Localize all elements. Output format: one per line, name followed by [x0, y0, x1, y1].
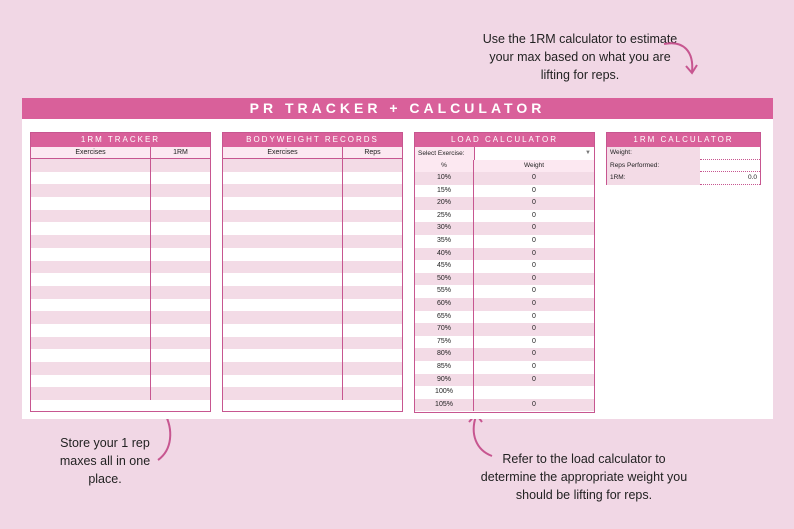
table-row	[223, 311, 402, 324]
cell-value[interactable]	[343, 362, 402, 375]
table-row	[415, 336, 594, 349]
table-row	[223, 349, 402, 362]
cell-exercise[interactable]	[223, 362, 343, 375]
table-row	[31, 286, 210, 299]
cell-exercise[interactable]	[223, 273, 343, 286]
cell-exercise[interactable]	[31, 299, 151, 312]
table-row	[415, 285, 594, 298]
table-row	[223, 324, 402, 337]
cell-exercise[interactable]	[31, 349, 151, 362]
table-header	[223, 147, 402, 159]
cell-value[interactable]	[343, 387, 402, 400]
weight-label: Weight:	[607, 147, 700, 160]
cell-exercise[interactable]	[223, 311, 343, 324]
table-row	[31, 248, 210, 261]
cell-exercise[interactable]	[31, 184, 151, 197]
table-row	[415, 172, 594, 185]
panel-title: LOAD CALCULATOR	[415, 133, 594, 147]
table-row	[223, 222, 402, 235]
cell-exercise[interactable]	[223, 235, 343, 248]
cell-percent: 85%	[415, 361, 474, 374]
cell-value[interactable]	[151, 362, 210, 375]
table-row	[31, 273, 210, 286]
cell-weight	[474, 386, 594, 399]
cell-value[interactable]	[343, 248, 402, 261]
cell-exercise[interactable]	[223, 349, 343, 362]
table-row	[31, 337, 210, 350]
panel-bodyweight-records	[222, 132, 403, 412]
cell-exercise[interactable]	[31, 324, 151, 337]
select-exercise-dropdown[interactable]	[474, 147, 594, 160]
cell-percent: 40%	[415, 248, 474, 261]
table-row	[415, 235, 594, 248]
cell-weight: 0	[532, 325, 536, 333]
cell-exercise[interactable]	[31, 159, 151, 172]
cell-value[interactable]	[343, 235, 402, 248]
cell-exercise[interactable]	[223, 184, 343, 197]
cell-percent: 105%	[415, 399, 474, 412]
table-row	[415, 311, 594, 324]
cell-exercise[interactable]	[223, 261, 343, 274]
cell-weight: 0	[532, 174, 536, 181]
cell-weight: 0	[532, 312, 536, 320]
cell-exercise[interactable]	[223, 159, 343, 172]
cell-percent: 30%	[415, 222, 474, 235]
table-row	[415, 399, 594, 412]
table-row	[415, 361, 594, 374]
table-row	[415, 222, 594, 235]
table-row	[223, 273, 402, 286]
cell-percent: 65%	[415, 311, 474, 324]
calc-row-weight	[607, 147, 760, 160]
cell-exercise[interactable]	[31, 362, 151, 375]
table-row	[223, 172, 402, 185]
table-row	[31, 311, 210, 324]
table-row	[223, 184, 402, 197]
panel-title: 1RM TRACKER	[31, 133, 210, 147]
reps-input[interactable]	[700, 160, 760, 173]
cell-value[interactable]	[151, 273, 210, 286]
cell-value[interactable]	[343, 324, 402, 337]
cell-weight: 0	[532, 236, 536, 244]
cell-exercise[interactable]	[31, 311, 151, 324]
cell-value[interactable]	[151, 248, 210, 261]
panel-load-calculator	[414, 132, 595, 413]
table-row	[223, 197, 402, 210]
cell-value[interactable]	[151, 375, 210, 388]
cell-value[interactable]	[343, 172, 402, 185]
cell-weight: 0	[532, 400, 536, 408]
table-row	[31, 197, 210, 210]
cell-value[interactable]	[151, 349, 210, 362]
table-row	[223, 362, 402, 375]
cell-value[interactable]	[151, 235, 210, 248]
table-row	[223, 210, 402, 223]
cell-exercise[interactable]	[223, 222, 343, 235]
cell-exercise[interactable]	[31, 286, 151, 299]
cell-value[interactable]	[151, 261, 210, 274]
select-exercise-row	[415, 147, 594, 160]
cell-weight: 0	[532, 350, 536, 358]
table-row	[223, 299, 402, 312]
header-reps: Reps	[364, 149, 381, 156]
cell-exercise[interactable]	[31, 210, 151, 223]
reps-label: Reps Performed:	[607, 160, 700, 173]
cell-value[interactable]	[343, 349, 402, 362]
cell-weight: 0	[532, 224, 536, 232]
cell-value[interactable]	[343, 337, 402, 350]
cell-exercise[interactable]	[223, 286, 343, 299]
table-row	[415, 374, 594, 387]
table-row	[223, 261, 402, 274]
cell-percent: 25%	[415, 210, 474, 223]
cell-weight: 0	[532, 211, 536, 219]
table-row	[415, 386, 594, 399]
cell-percent: 90%	[415, 374, 474, 387]
cell-value[interactable]	[343, 311, 402, 324]
table-row	[223, 375, 402, 388]
cell-value[interactable]	[151, 222, 210, 235]
cell-value[interactable]	[343, 299, 402, 312]
calc-row-1rm	[607, 172, 760, 185]
cell-exercise[interactable]	[31, 172, 151, 185]
panel-title: BODYWEIGHT RECORDS	[223, 133, 402, 147]
cell-value[interactable]	[343, 159, 402, 172]
cell-exercise[interactable]	[31, 337, 151, 350]
header-exercises: Exercises	[223, 147, 343, 158]
header-weight: Weight	[523, 162, 545, 169]
cell-weight: 0	[532, 262, 536, 270]
cell-percent: 60%	[415, 298, 474, 311]
panel-1rm-calculator	[606, 132, 761, 185]
cell-value[interactable]	[151, 286, 210, 299]
cell-weight: 0	[532, 199, 536, 207]
cell-weight: 0	[532, 287, 536, 295]
cell-percent: 35%	[415, 235, 474, 248]
select-exercise-label: Select Exercise:	[418, 150, 465, 157]
table-row	[415, 197, 594, 210]
1rm-value: 0.0	[700, 172, 760, 185]
table-row	[223, 159, 402, 172]
panel-title: 1RM CALCULATOR	[607, 133, 760, 147]
cell-exercise[interactable]	[31, 248, 151, 261]
table-row	[31, 235, 210, 248]
cell-weight: 0	[532, 362, 536, 370]
cell-percent: 15%	[415, 185, 474, 198]
cell-exercise[interactable]	[223, 387, 343, 400]
cell-percent: 45%	[415, 260, 474, 273]
cell-value[interactable]	[151, 159, 210, 172]
cell-weight: 0	[532, 186, 536, 194]
cell-value[interactable]	[151, 197, 210, 210]
cell-value[interactable]	[343, 273, 402, 286]
table-row	[31, 222, 210, 235]
cell-exercise[interactable]	[223, 210, 343, 223]
cell-value[interactable]	[151, 311, 210, 324]
cell-exercise[interactable]	[31, 273, 151, 286]
table-row	[31, 184, 210, 197]
page-title: PR TRACKER + CALCULATOR	[22, 98, 773, 119]
cell-exercise[interactable]	[31, 235, 151, 248]
cell-value[interactable]	[343, 375, 402, 388]
table-row	[31, 324, 210, 337]
header-percent: %	[415, 160, 474, 172]
bodyweight-rows	[223, 159, 402, 400]
cell-value[interactable]	[343, 286, 402, 299]
cell-percent: 80%	[415, 348, 474, 361]
cell-weight: 0	[532, 274, 536, 282]
weight-input[interactable]	[700, 147, 760, 160]
load-rows	[415, 172, 594, 411]
table-header	[31, 147, 210, 159]
note-1rm-tracker: Store your 1 rep maxes all in one place.	[59, 436, 151, 486]
cell-exercise[interactable]	[223, 172, 343, 185]
cell-value[interactable]	[151, 387, 210, 400]
table-row	[415, 323, 594, 336]
table-row	[223, 286, 402, 299]
cell-percent: 20%	[415, 197, 474, 210]
table-row	[415, 248, 594, 261]
cell-exercise[interactable]	[31, 222, 151, 235]
cell-exercise[interactable]	[223, 197, 343, 210]
table-row	[31, 387, 210, 400]
cell-percent: 50%	[415, 273, 474, 286]
header-1rm: 1RM	[173, 149, 188, 156]
cell-exercise[interactable]	[223, 375, 343, 388]
table-row	[415, 185, 594, 198]
1rm-label: 1RM:	[607, 172, 700, 185]
cell-exercise[interactable]	[31, 261, 151, 274]
cell-exercise[interactable]	[31, 375, 151, 388]
table-row	[415, 210, 594, 223]
cell-exercise[interactable]	[31, 387, 151, 400]
table-row	[415, 273, 594, 286]
table-header	[415, 160, 594, 172]
cell-value[interactable]	[343, 197, 402, 210]
table-row	[415, 260, 594, 273]
table-row	[223, 337, 402, 350]
table-row	[223, 387, 402, 400]
arrow-icon-top	[660, 38, 710, 80]
cell-value[interactable]	[151, 172, 210, 185]
table-row	[223, 248, 402, 261]
table-row	[31, 362, 210, 375]
cell-percent: 55%	[415, 285, 474, 298]
cell-weight: 0	[532, 299, 536, 307]
cell-value[interactable]	[151, 324, 210, 337]
table-row	[31, 261, 210, 274]
cell-exercise[interactable]	[223, 324, 343, 337]
cell-percent: 100%	[415, 386, 474, 399]
cell-value[interactable]	[343, 222, 402, 235]
header-exercises: Exercises	[31, 147, 151, 158]
calc-row-reps	[607, 160, 760, 173]
cell-exercise[interactable]	[223, 299, 343, 312]
caret-down-icon: ▼	[585, 150, 591, 156]
panel-1rm-tracker	[30, 132, 211, 412]
tracker-rows	[31, 159, 210, 400]
cell-value[interactable]	[343, 210, 402, 223]
cell-value[interactable]	[343, 184, 402, 197]
table-row	[31, 210, 210, 223]
table-row	[31, 349, 210, 362]
table-row	[415, 348, 594, 361]
cell-value[interactable]	[343, 261, 402, 274]
cell-exercise[interactable]	[223, 337, 343, 350]
cell-percent: 10%	[415, 172, 474, 185]
cell-exercise[interactable]	[31, 197, 151, 210]
cell-weight: 0	[532, 337, 536, 345]
spreadsheet	[22, 98, 773, 419]
cell-value[interactable]	[151, 210, 210, 223]
cell-percent: 75%	[415, 336, 474, 349]
cell-value[interactable]	[151, 299, 210, 312]
table-row	[31, 159, 210, 172]
note-1rm-calculator: Use the 1RM calculator to estimate your max based on what you are lifting for reps.	[482, 32, 678, 82]
table-row	[31, 299, 210, 312]
cell-exercise[interactable]	[223, 248, 343, 261]
cell-percent: 70%	[415, 323, 474, 336]
table-row	[415, 298, 594, 311]
cell-value[interactable]	[151, 337, 210, 350]
note-load-calculator: Refer to the load calculator to determine the appropriate weight you should be lifting for reps.	[480, 452, 688, 502]
table-row	[223, 235, 402, 248]
cell-value[interactable]	[151, 184, 210, 197]
cell-weight: 0	[532, 375, 536, 383]
table-row	[31, 172, 210, 185]
cell-weight: 0	[532, 249, 536, 257]
table-row	[31, 375, 210, 388]
